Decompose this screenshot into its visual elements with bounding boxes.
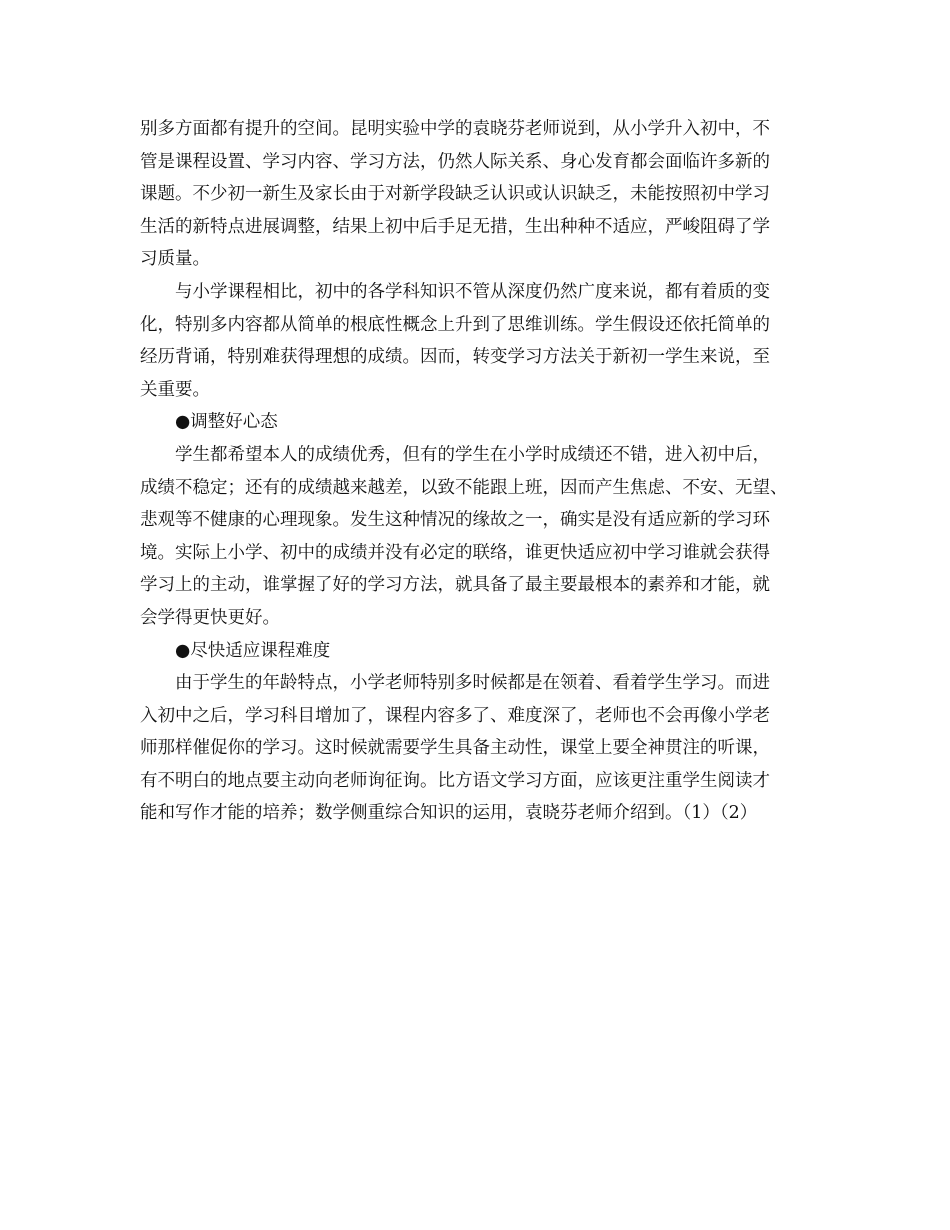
text-line: 管是课程设置、学习内容、学习方法，仍然人际关系、身心发育都会面临许多新的	[140, 151, 770, 172]
paragraph-difficulty	[140, 667, 840, 830]
text-line: 师那样催促你的学习。这时候就需要学生具备主动性，课堂上要全神贯注的听课，	[140, 738, 770, 759]
text-line: 化，特别多内容都从简单的根底性概念上升到了思维训练。学生假设还依托简单的	[140, 314, 770, 335]
text-line: 学习上的主动，谁掌握了好的学习方法，就具备了最主要最根本的素养和才能，就	[140, 575, 770, 596]
section-heading-mindset	[140, 406, 840, 439]
heading-text: ●尽快适应课程难度	[175, 640, 331, 661]
paragraph-continuation	[140, 113, 840, 276]
text-line: 悲观等不健康的心理现象。发生这种情况的缘故之一，确实是没有适应新的学习环	[140, 510, 770, 531]
text-line: 会学得更快更好。	[140, 607, 280, 628]
text-line: 由于学生的年龄特点，小学老师特别多时候都是在领着、看着学生学习。而进	[175, 673, 770, 694]
text-line: 习质量。	[140, 249, 210, 270]
text-line: 成绩不稳定；还有的成绩越来越差，以致不能跟上班，因而产生焦虑、不安、无望、	[140, 477, 788, 498]
text-line: 学生都希望本人的成绩优秀，但有的学生在小学时成绩还不错，进入初中后，	[175, 444, 770, 465]
text-line: 境。实际上小学、初中的成绩并没有必定的联络，谁更快适应初中学习谁就会获得	[140, 542, 770, 563]
document-page	[140, 113, 840, 830]
text-line: 关重要。	[140, 379, 210, 400]
text-line: 有不明白的地点要主动向老师询征询。比方语文学习方面，应该更注重学生阅读才	[140, 770, 770, 791]
text-line: 别多方面都有提升的空间。昆明实验中学的袁晓芬老师说到，从小学升入初中，不	[140, 119, 770, 139]
text-line: 生活的新特点进展调整，结果上初中后手足无措，生出种种不适应，严峻阻碍了学	[140, 216, 770, 237]
section-heading-difficulty	[140, 635, 840, 668]
paragraph-course-comparison	[140, 276, 840, 406]
text-line: 入初中之后，学习科目增加了，课程内容多了、难度深了，老师也不会再像小学老	[140, 705, 770, 726]
text-line: 课题。不少初一新生及家长由于对新学段缺乏认识或认识缺乏，未能按照初中学习	[140, 184, 770, 205]
heading-text: ●调整好心态	[175, 412, 278, 433]
text-line: 能和写作才能的培养；数学侧重综合知识的运用，袁晓芬老师介绍到。（1）（2）	[140, 803, 758, 824]
paragraph-mindset	[140, 439, 840, 635]
text-line: 经历背诵，特别难获得理想的成绩。因而，转变学习方法关于新初一学生来说，至	[140, 347, 770, 368]
text-line: 与小学课程相比，初中的各学科知识不管从深度仍然广度来说，都有着质的变	[175, 281, 770, 302]
